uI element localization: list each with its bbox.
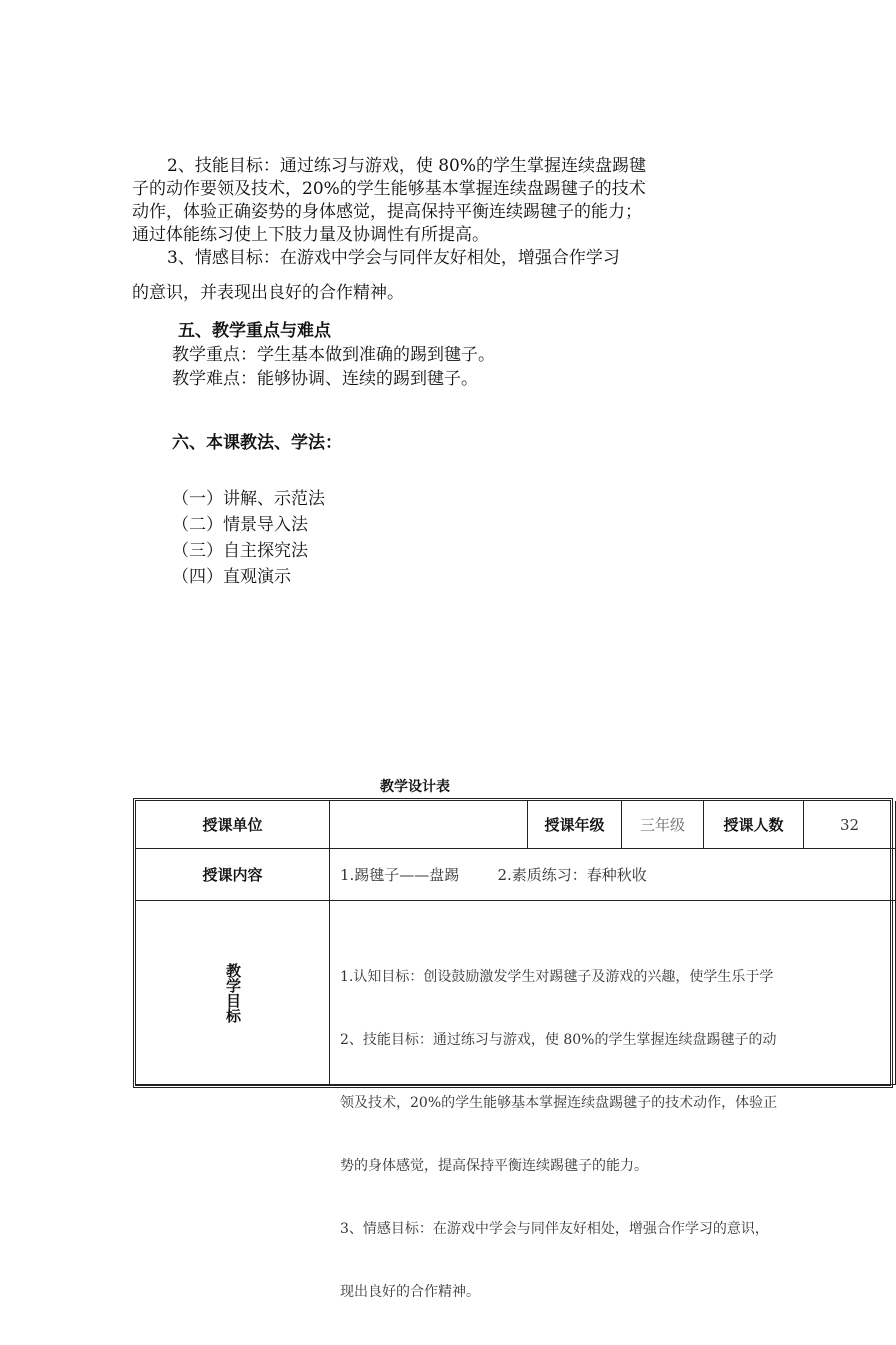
grade-label: 授课年级 bbox=[528, 801, 622, 849]
unit-value bbox=[330, 801, 528, 849]
content-value: 1.踢毽子——盘踢 2.素质练习：春种秋收 bbox=[330, 849, 896, 901]
goals-label: 教学目标 bbox=[224, 962, 242, 1023]
grade-value: 三年级 bbox=[622, 801, 704, 849]
section-5-heading: 五、教学重点与难点 bbox=[178, 321, 331, 341]
count-value: 32 bbox=[804, 801, 896, 849]
skill-goal-line-1: 2、技能目标：通过练习与游戏，使 80%的学生掌握连续盘踢毽 bbox=[167, 156, 647, 176]
skill-goal-line-3: 动作，体验正确姿势的身体感觉，提高保持平衡连续踢毽子的能力； bbox=[132, 202, 642, 222]
goals-value-cell bbox=[330, 901, 896, 1300]
lesson-design-table bbox=[133, 798, 893, 1300]
section-6-heading: 六、本课教法、学法： bbox=[172, 433, 342, 453]
goals-line: 势的身体感觉，提高保持平衡连续踢毽子的能力。 bbox=[340, 1158, 648, 1174]
method-item: （四）直观演示 bbox=[172, 567, 291, 587]
skill-goal-line-2: 子的动作要领及技术，20%的学生能够基本掌握连续盘踢毽子的技术 bbox=[132, 179, 646, 199]
difficulty-point: 教学难点：能够协调、连续的踢到毽子。 bbox=[172, 369, 478, 389]
goals-line: 3、情感目标：在游戏中学会与同伴友好相处，增强合作学习的意识， bbox=[340, 1221, 769, 1237]
goals-label-cell bbox=[136, 901, 330, 1085]
method-item: （二）情景导入法 bbox=[172, 515, 308, 535]
content-label: 授课内容 bbox=[136, 849, 330, 901]
method-item: （三）自主探究法 bbox=[172, 541, 308, 561]
emotion-goal-line-2: 的意识，并表现出良好的合作精神。 bbox=[132, 283, 404, 303]
count-label: 授课人数 bbox=[704, 801, 804, 849]
goals-line: 2、技能目标：通过练习与游戏，使 80%的学生掌握连续盘踢毽子的动 bbox=[340, 1032, 777, 1048]
method-item: （一）讲解、示范法 bbox=[172, 489, 325, 509]
key-point: 教学重点：学生基本做到准确的踢到毽子。 bbox=[172, 345, 495, 365]
goals-text bbox=[330, 925, 895, 1345]
emotion-goal-line-1: 3、情感目标：在游戏中学会与同伴友好相处，增强合作学习 bbox=[167, 248, 620, 268]
unit-label: 授课单位 bbox=[136, 801, 330, 849]
table-title: 教学设计表 bbox=[380, 779, 450, 795]
goals-line: 领及技术，20%的学生能够基本掌握连续盘踢毽子的技术动作，体验正 bbox=[340, 1095, 778, 1111]
goals-line: 现出良好的合作精神。 bbox=[340, 1284, 480, 1300]
skill-goal-line-4: 通过体能练习使上下肢力量及协调性有所提高。 bbox=[132, 225, 489, 245]
goals-line: 1.认知目标：创设鼓励激发学生对踢毽子及游戏的兴趣，使学生乐于学 bbox=[340, 969, 774, 985]
